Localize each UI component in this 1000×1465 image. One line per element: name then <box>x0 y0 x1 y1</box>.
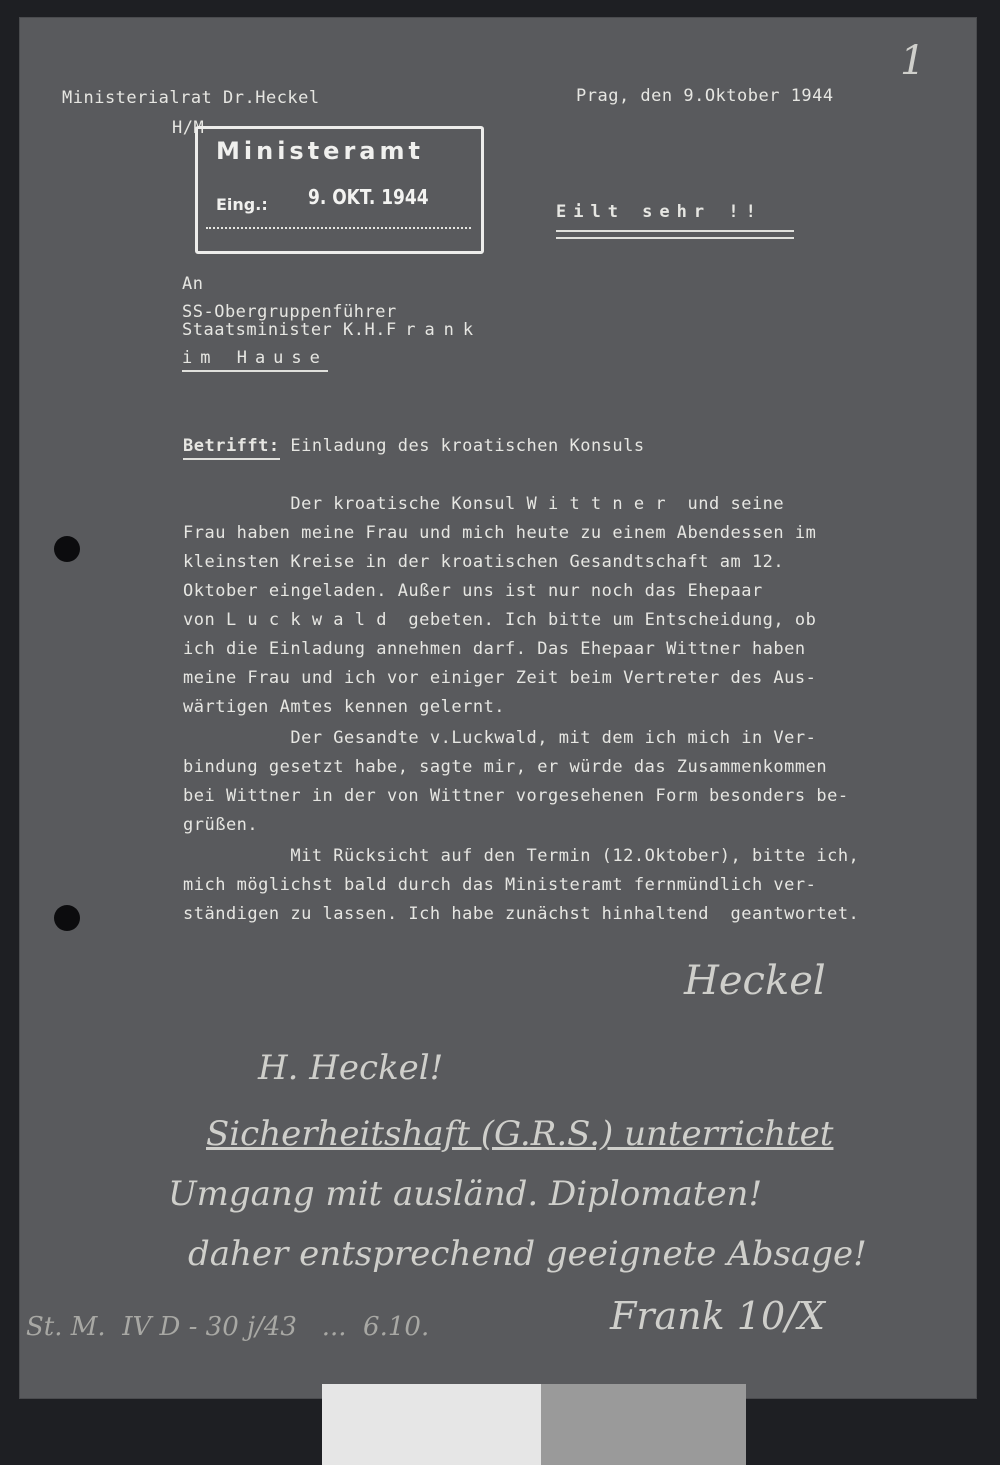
body-line: bindung gesetzt habe, sagte mir, er würde das Zusammenkommen <box>183 757 828 777</box>
urgent-underline-1 <box>556 230 794 232</box>
urgent-note: Eilt sehr !! <box>556 202 763 222</box>
body-line: meine Frau und ich vor einiger Zeit beim Vertreter des Aus- <box>183 668 817 688</box>
handwritten-initials: Frank 10/X <box>610 1294 825 1338</box>
body-line: kleinsten Kreise in der kroatischen Gesandtschaft am 12. <box>183 552 785 572</box>
stamp-title: Ministeramt <box>216 137 424 165</box>
letter-sheet <box>20 18 976 1398</box>
urgent-underline-2 <box>556 237 794 239</box>
body-line: von L u c k w a l d gebeten. Ich bitte um Entscheidung, ob <box>183 610 817 630</box>
handwritten-note-line: Umgang mit ausländ. Diplomaten! <box>168 1174 763 1214</box>
subject-text: Einladung des kroatischen Konsuls <box>290 436 645 456</box>
sender-line: Ministerialrat Dr.Heckel <box>62 88 320 108</box>
subject-line <box>183 436 645 456</box>
punch-hole-top <box>54 536 80 562</box>
recipient-an: An <box>182 274 204 294</box>
body-line: Frau haben meine Frau und mich heute zu einem Abendessen im <box>183 523 817 543</box>
stamp-dotted-line <box>206 227 471 229</box>
page-number-mark: 1 <box>900 38 926 84</box>
body-line: mich möglichst bald durch das Ministeramt fernmündlich ver- <box>183 875 817 895</box>
body-line: wärtigen Amtes kennen gelernt. <box>183 697 506 717</box>
stamp-eing-label: Eing.: <box>216 195 268 214</box>
body-line: bei Wittner in der von Wittner vorgesehenen Form besonders be- <box>183 786 849 806</box>
body-line: Oktober eingeladen. Außer uns ist nur noch das Ehepaar <box>183 581 763 601</box>
filing-note: St. M. IV D - 30 j/43 ... 6.10. <box>26 1312 430 1342</box>
scan-gray-patch <box>541 1384 746 1465</box>
body-line: Mit Rücksicht auf den Termin (12.Oktober), bitte ich, <box>183 846 860 866</box>
subject-label: Betrifft: <box>183 436 280 460</box>
body-line: Der kroatische Konsul W i t t n e r und seine <box>183 494 785 514</box>
body-line: grüßen. <box>183 815 259 835</box>
recipient-title <box>182 320 482 340</box>
recipient-rank: SS-Obergruppenführer <box>182 302 397 322</box>
stamp-date: 9. OKT. 1944 <box>308 185 429 209</box>
received-stamp <box>195 126 484 254</box>
body-line: Der Gesandte v.Luckwald, mit dem ich mich in Ver- <box>183 728 817 748</box>
date-line: Prag, den 9.Oktober 1944 <box>576 86 834 106</box>
handwritten-note-line: H. Heckel! <box>258 1048 444 1088</box>
punch-hole-bottom <box>54 905 80 931</box>
recipient-title-prefix: Staatsminister K.H. <box>182 320 386 340</box>
body-line: ich die Einladung annehmen darf. Das Ehepaar Wittner haben <box>183 639 806 659</box>
handwritten-note-line: Sicherheitshaft (G.R.S.) unterrichtet <box>206 1114 834 1154</box>
reference-code: H/M <box>172 118 205 138</box>
author-signature: Heckel <box>684 958 826 1004</box>
scan-footer-band <box>322 1384 746 1465</box>
body-line: ständigen zu lassen. Ich habe zunächst hinhaltend geantwortet. <box>183 904 860 924</box>
handwritten-note-line: daher entsprechend geeignete Absage! <box>188 1234 867 1274</box>
recipient-name: Frank <box>385 320 483 340</box>
recipient-location: im Hause <box>182 348 328 372</box>
